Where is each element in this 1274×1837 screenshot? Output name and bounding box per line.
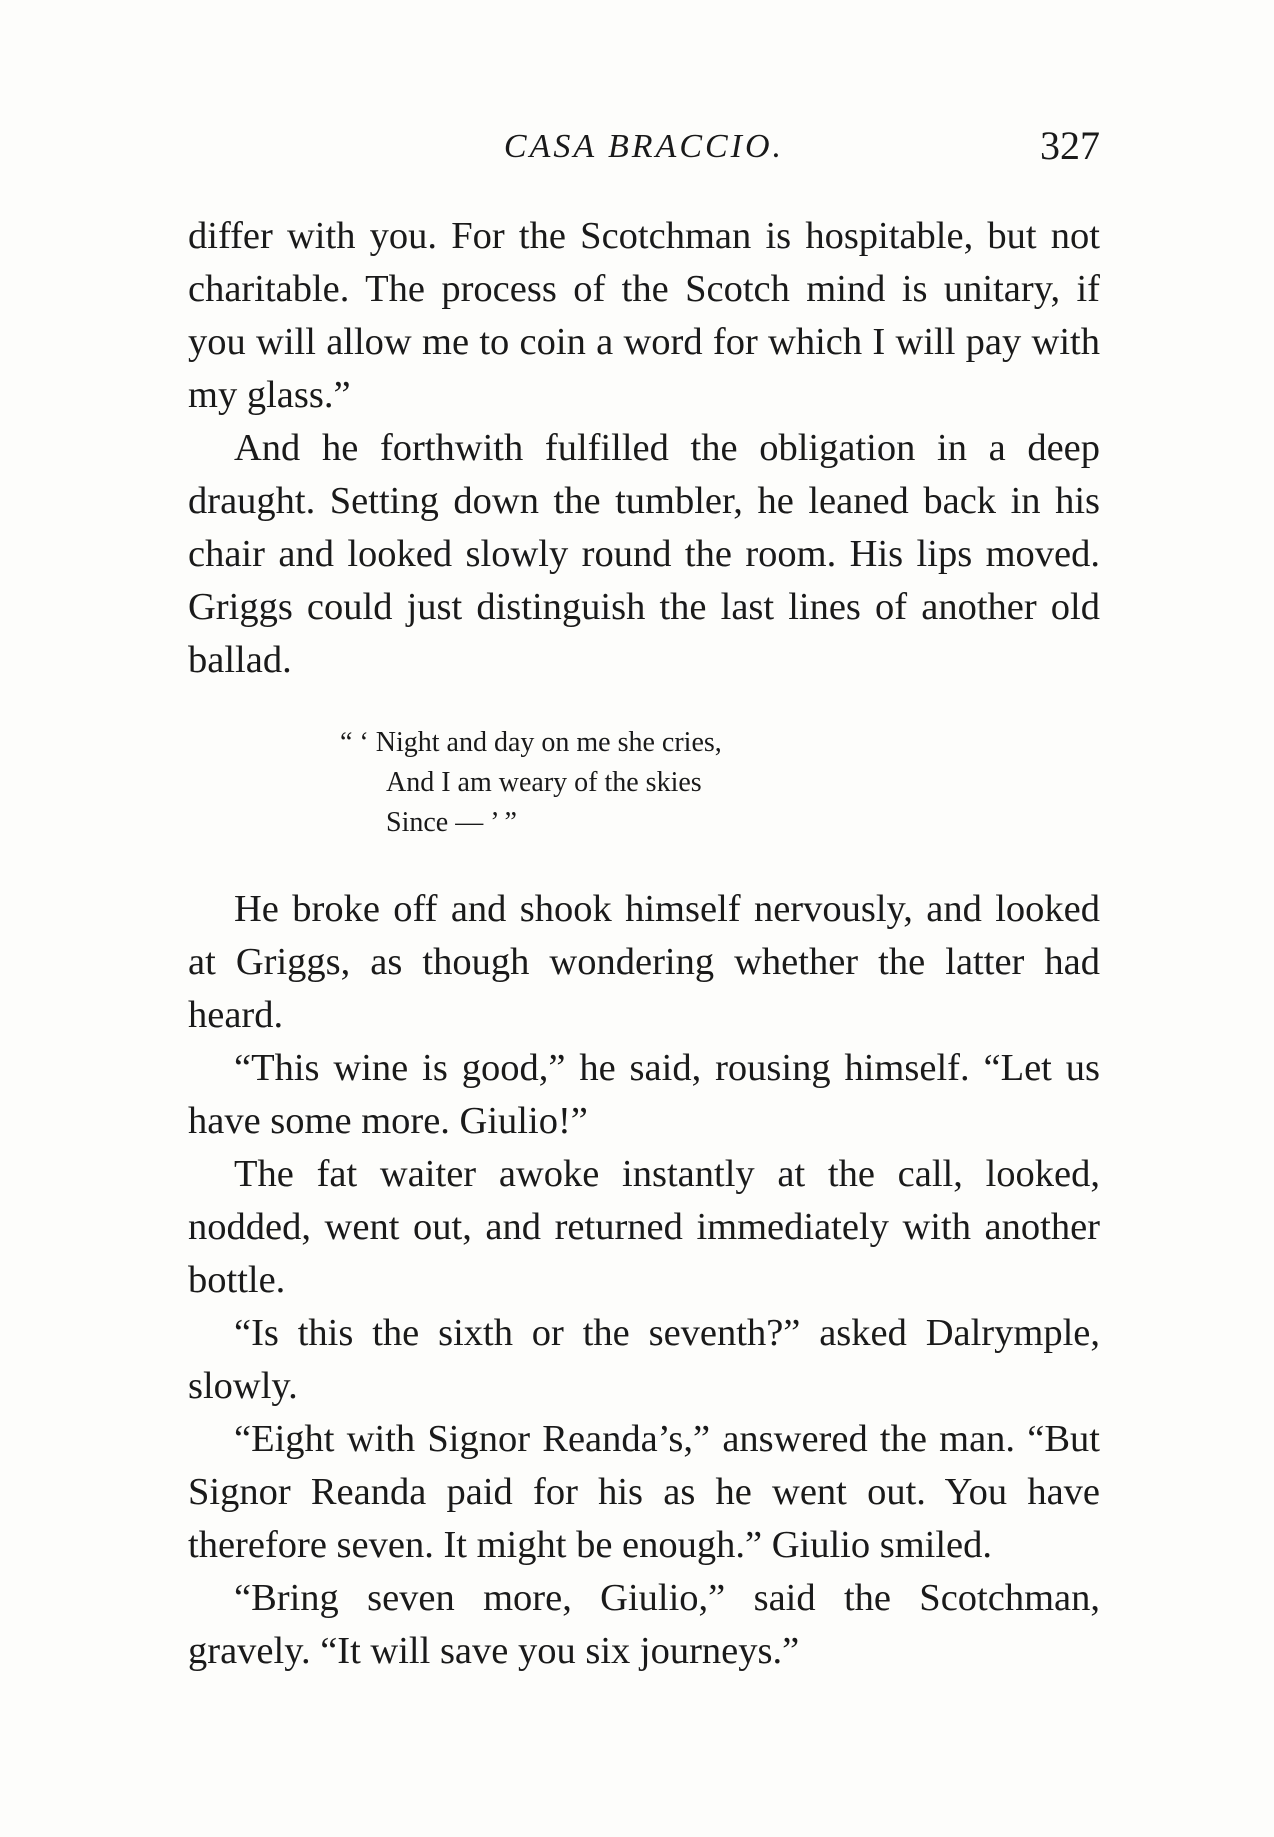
- paragraph: “Is this the sixth or the seventh?” asked Dalrymple, slowly.: [188, 1312, 1100, 1407]
- body-text: [188, 210, 1100, 1678]
- running-head: [188, 118, 1100, 174]
- verse-line: And I am weary of the skies: [386, 767, 702, 798]
- paragraph-continued: differ with you. For the Scotchman is hospitable, but not charitable. The process of the Scotch mind is unitary, if you will allow me to coin a word for which I will pay with my glass.”: [188, 215, 1100, 416]
- verse-line: “ ‘ Night and day on me she cries,: [340, 727, 722, 758]
- verse-quotation: [340, 723, 1100, 843]
- paragraph: “This wine is good,” he said, rousing himself. “Let us have some more. Giulio!”: [188, 1047, 1100, 1142]
- running-title: CASA BRACCIO.: [503, 128, 785, 165]
- paragraph: The fat waiter awoke instantly at the call, looked, nodded, went out, and returned immediately with another bottle.: [188, 1153, 1100, 1301]
- page-number: 327: [1040, 123, 1100, 168]
- paragraph: And he forthwith fulfilled the obligation in a deep draught. Setting down the tumbler, he leaned back in his chair and looked slowly round the room. His lips moved. Griggs could just distinguish the last lines of another old ballad.: [188, 427, 1100, 681]
- paragraph: “Eight with Signor Reanda’s,” answered the man. “But Signor Reanda paid for his as he went out. You have therefore seven. It might be enough.” Giulio smiled.: [188, 1418, 1100, 1566]
- verse-line: Since — ’ ”: [386, 807, 517, 838]
- paragraph: “Bring seven more, Giulio,” said the Scotchman, gravely. “It will save you six journeys.”: [188, 1577, 1100, 1672]
- paragraph: He broke off and shook himself nervously, and looked at Griggs, as though wondering whether the latter had heard.: [188, 888, 1100, 1036]
